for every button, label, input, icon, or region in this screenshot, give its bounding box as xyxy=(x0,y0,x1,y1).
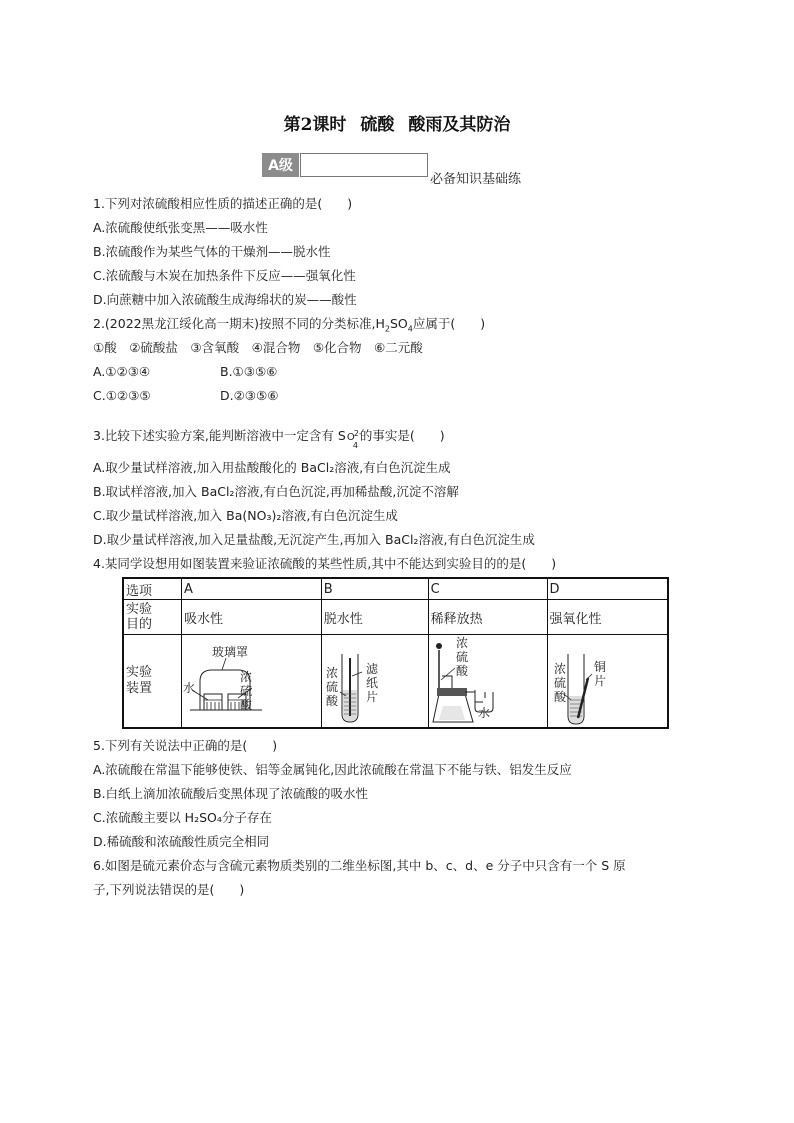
topic-sulfuric-acid: 硫酸 xyxy=(360,115,395,135)
level-box xyxy=(300,153,428,177)
apparatus-label xyxy=(123,635,181,729)
q2-option-a: A.①②③④ xyxy=(93,364,151,379)
q4-stem: 4.某同学设想用如图装置来验证浓硫酸的某些性质,其中不能达到实验目的的是( ) xyxy=(93,556,557,571)
q1-option-a: A.浓硫酸使纸张变黑——吸水性 xyxy=(93,220,268,235)
label-a-water: 水 xyxy=(182,681,195,695)
q2-sub-1: 2 xyxy=(384,324,390,334)
q2-stem-part-c: 应属于( ) xyxy=(412,316,486,331)
q3-ion-subscript: 4 xyxy=(352,441,358,450)
page-title xyxy=(0,110,794,135)
purpose-label-text: 实验目的 xyxy=(126,602,153,632)
level-label: 必备知识基础练 xyxy=(430,172,522,187)
header-d: D xyxy=(547,578,668,600)
q6-stem-line1: 6.如图是硫元素价态与含硫元素物质类别的二维坐标图,其中 b、c、d、e 分子中只含有一个 S 原 xyxy=(93,858,626,873)
q2-option-d: D.②③⑤⑥ xyxy=(220,388,279,403)
b-paper-vertical-text: 滤纸片 xyxy=(366,662,379,704)
purpose-a: 吸水性 xyxy=(181,600,321,635)
table-apparatus-row xyxy=(123,635,668,729)
purpose-c: 稀释放热 xyxy=(428,600,547,635)
d-acid-vertical-text: 浓硫酸 xyxy=(554,662,567,704)
a-acid-vertical-text: 浓硫酸 xyxy=(240,670,253,712)
table-header-row xyxy=(123,578,668,600)
purpose-label xyxy=(123,600,181,635)
q2-stem xyxy=(93,316,485,338)
q3-option-a: A.取少量试样溶液,加入用盐酸酸化的 BaCl₂溶液,有白色沉淀生成 xyxy=(93,460,451,475)
q2-option-c: C.①②③⑤ xyxy=(93,388,151,403)
header-a: A xyxy=(181,578,321,600)
topic-acid-rain: 酸雨及其防治 xyxy=(408,115,511,135)
b-acid-vertical-text: 浓硫酸 xyxy=(326,666,339,708)
c-water-label: 水 xyxy=(478,706,491,720)
q3-option-b: B.取试样溶液,加入 BaCl₂溶液,有白色沉淀,再加稀盐酸,沉淀不溶解 xyxy=(93,484,459,499)
purpose-b: 脱水性 xyxy=(321,600,428,635)
header-c: C xyxy=(428,578,547,600)
header-option: 选项 xyxy=(123,578,181,600)
q2-items: ①酸 ②硫酸盐 ③含氧酸 ④混合物 ⑤化合物 ⑥二元酸 xyxy=(93,340,423,355)
q3-stem-part-b: 的事实是( ) xyxy=(359,428,445,443)
c-acid-vertical-text: 浓硫酸 xyxy=(456,636,469,678)
label-glass-cover: 玻璃罩 xyxy=(211,645,248,659)
q3-ion-charge: 2- xyxy=(353,429,362,438)
q3-option-c: C.取少量试样溶液,加入 Ba(NO₃)₂溶液,有白色沉淀生成 xyxy=(93,508,398,523)
q2-stem-part-b: SO xyxy=(389,316,408,331)
q5-option-a: A.浓硫酸在常温下能够使铁、铝等金属钝化,因此浓硫酸在常温下不能与铁、铝发生反应 xyxy=(93,762,572,777)
q2-option-b: B.①③⑤⑥ xyxy=(220,364,278,379)
q1-stem: 1.下列对浓硫酸相应性质的描述正确的是( ) xyxy=(93,196,353,211)
level-badge: A级 xyxy=(262,153,299,177)
d-acid-vertical xyxy=(554,662,566,704)
q2-sub-2: 4 xyxy=(407,324,413,334)
q5-option-b: B.白纸上滴加浓硫酸后变黑体现了浓硫酸的吸水性 xyxy=(93,786,369,801)
q5-option-d: D.稀硫酸和浓硫酸性质完全相同 xyxy=(93,834,270,849)
d-copper-vertical-text: 铜片 xyxy=(594,660,607,688)
c-acid-vertical xyxy=(456,636,468,678)
b-paper-vertical xyxy=(366,662,378,704)
lesson-number: 第2课时 xyxy=(283,115,347,135)
purpose-d: 强氧化性 xyxy=(547,600,668,635)
apparatus-label-text: 实验装置 xyxy=(126,665,153,696)
q1-option-c: C.浓硫酸与木炭在加热条件下反应——强氧化性 xyxy=(93,268,356,283)
experiment-table xyxy=(122,577,669,729)
q3-stem-part-a: 3.比较下述实验方案,能判断溶液中一定含有 S xyxy=(93,428,346,443)
q2-stem-part-a: 2.(2022黑龙江绥化高一期末)按照不同的分类标准,H xyxy=(93,316,385,331)
header-b: B xyxy=(321,578,428,600)
b-acid-vertical xyxy=(326,666,338,708)
q3-stem xyxy=(93,428,445,450)
table-purpose-row xyxy=(123,600,668,635)
q3-ion-o: O xyxy=(346,432,355,443)
q1-option-d: D.向蔗糖中加入浓硫酸生成海绵状的炭——酸性 xyxy=(93,292,357,307)
q3-option-d: D.取少量试样溶液,加入足量盐酸,无沉淀产生,再加入 BaCl₂溶液,有白色沉淀生成 xyxy=(93,532,535,547)
q5-option-c: C.浓硫酸主要以 H₂SO₄分子存在 xyxy=(93,810,272,825)
q1-option-b: B.浓硫酸作为某些气体的干燥剂——脱水性 xyxy=(93,244,331,259)
a-acid-vertical xyxy=(240,670,252,712)
q5-stem: 5.下列有关说法中正确的是( ) xyxy=(93,738,278,753)
d-copper-vertical xyxy=(594,660,606,688)
q6-stem-line2: 子,下列说法错误的是( ) xyxy=(93,882,245,897)
